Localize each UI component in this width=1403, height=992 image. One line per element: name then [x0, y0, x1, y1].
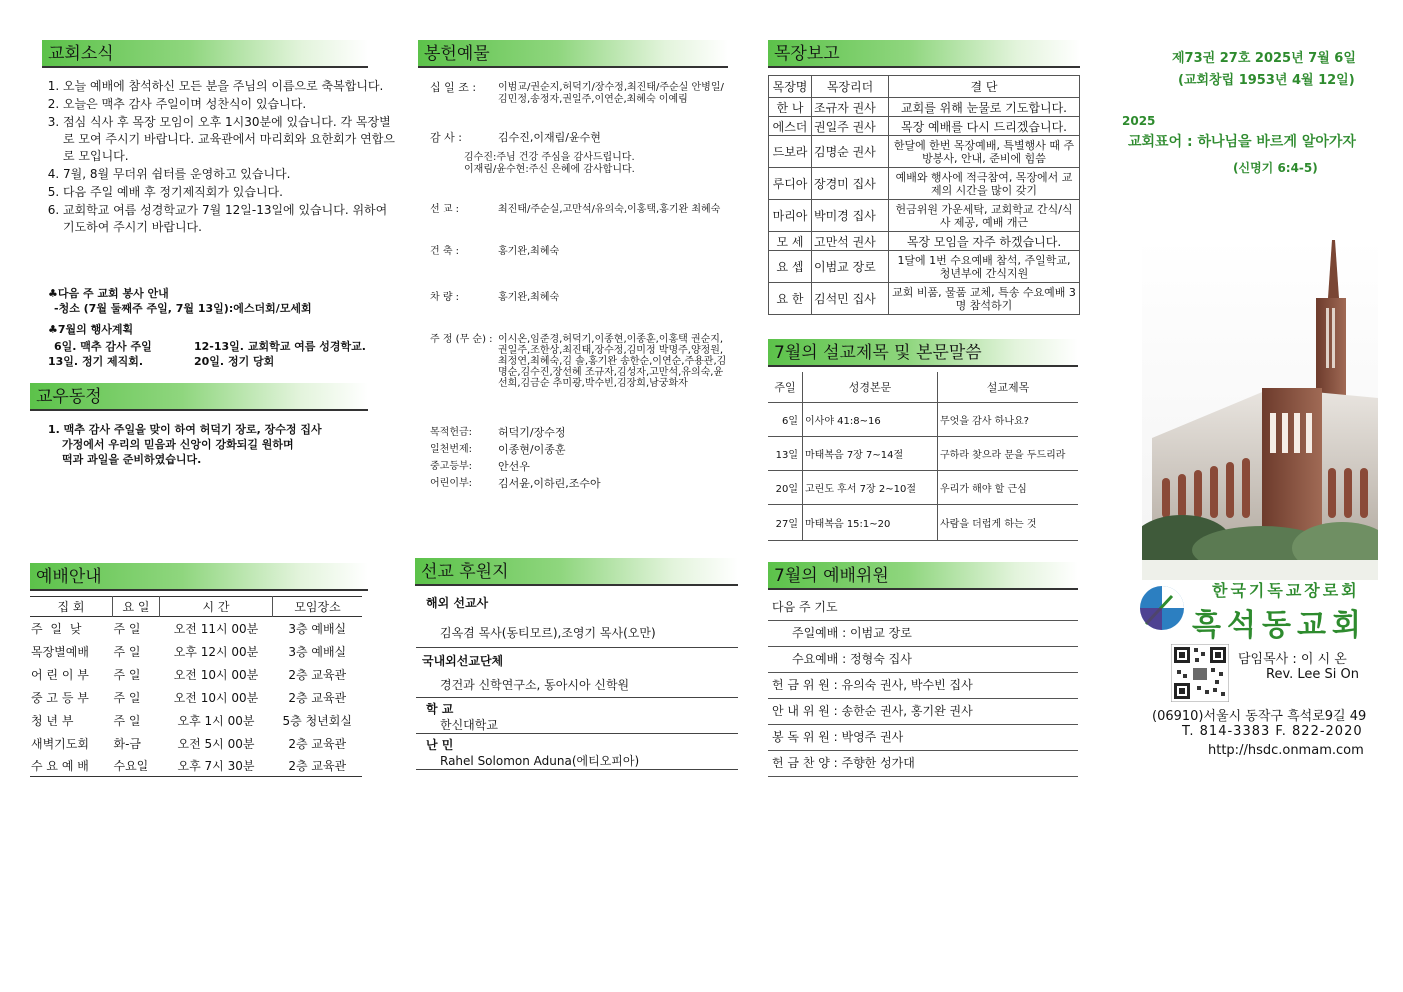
- offering-value: 홍기완,최혜숙: [498, 246, 560, 257]
- table-cell: 헌금위원 가운세탁, 교회학교 간식/식사 제공, 예배 개근: [889, 200, 1080, 232]
- table-cell: 조규자 권사: [812, 98, 889, 117]
- duty-row: 봉 독 위 원 : 박영주 권사: [768, 725, 1078, 751]
- table-row: [768, 402, 1078, 436]
- church-address: (06910)서울시 동작구 흑석로9길 49: [1152, 709, 1367, 724]
- support-heading: 학 교: [426, 702, 454, 716]
- table-cell: 오후 7시 30분: [177, 758, 255, 773]
- support-value: Rahel Solomon Aduna(에티오피아): [416, 752, 738, 770]
- duty-row: 헌 금 찬 양 : 주향한 성가대: [768, 751, 1078, 777]
- table-cell: 구하라 찾으라 문을 두드리라: [938, 436, 1079, 470]
- members-header: 교우동정: [30, 383, 368, 411]
- service-line: -청소 (7월 둘째주 주일, 7월 13일):에스더회/모세회: [54, 302, 312, 315]
- news-item: 1. 오늘 예배에 참석하신 모든 분을 주님의 이름으로 축복합니다.: [63, 78, 401, 95]
- table-cell: 화-금: [113, 736, 142, 751]
- offering-label: 감 사 :: [430, 131, 462, 144]
- duty-row: 다음 주 기도: [768, 595, 1078, 621]
- offering-value: 이범교/권순지,허덕기/장수정,최진태/주순실 안병일/김민정,송정자,권일주,이연순,최혜숙 이예림: [498, 82, 724, 105]
- col-header: 목장명: [769, 76, 812, 98]
- offering-value: 김서윤,이하린,조수아: [498, 477, 601, 490]
- table-row: [768, 504, 1078, 540]
- table-cell: 오전 10시 00분: [173, 690, 259, 705]
- church-building-image: [1142, 238, 1378, 580]
- table-cell: 마리아: [769, 200, 812, 232]
- offering-value: 이시온,임준경,허덕기,이종현,이종훈,이홍택 권순지,권일주,조한상,최진태,장수정,김미정 박명주,양정원,최정연,최혜숙,김 솔,홍기완 송한순,이연순,주용관,김명순,김수진,장선혜 조규자,김성자,고만석,유의숙,윤선희,김금순 추미광,박수빈,김장희,남궁화자: [498, 334, 727, 389]
- col-header: 목장리더: [812, 76, 889, 98]
- table-cell: 오전 11시 00분: [173, 621, 259, 636]
- table-row: [30, 663, 362, 686]
- col-header: 요 일: [113, 597, 160, 617]
- sermons-header: 7월의 설교제목 및 본문말씀: [768, 339, 1078, 367]
- table-cell: 어 린 이 부: [31, 667, 89, 682]
- table-cell: 주 일: [113, 667, 141, 682]
- table-cell: 요 셉: [769, 251, 812, 283]
- table-cell: 고린도 후서 7장 2~10절: [803, 470, 938, 504]
- worship-table: [30, 596, 362, 777]
- table-cell: 6일: [781, 415, 798, 427]
- offering-header: 봉헌예물: [418, 40, 728, 68]
- table-cell: 이범교 장로: [812, 251, 889, 283]
- offering-label: 차 량 :: [430, 292, 460, 303]
- table-cell: 예배와 행사에 적극참여, 목장에서 교제의 시간을 많이 갖기: [889, 168, 1080, 200]
- table-cell: 주 일: [113, 690, 141, 705]
- offering-label: 중고등부:: [430, 461, 473, 472]
- table-cell: 2층 교육관: [288, 736, 347, 751]
- founded-line: (교회창립 1953년 4월 12일): [1178, 73, 1355, 88]
- church-name: 흑석동교회: [1192, 608, 1367, 643]
- table-cell: 중 고 등 부: [31, 690, 89, 705]
- worship-header: 예배안내: [30, 563, 368, 591]
- duty-row: 안 내 위 원 : 송한순 권사, 홍기완 권사: [768, 699, 1078, 725]
- qr-code-icon: [1171, 644, 1229, 702]
- table-cell: 주 일: [113, 644, 141, 659]
- table-cell: 3층 예배실: [288, 644, 347, 659]
- motto-year: 2025: [1122, 114, 1156, 128]
- table-cell: 마태복음 7장 7~14절: [803, 436, 938, 470]
- col-header: 집 회: [57, 600, 85, 614]
- pastor-name: 담임목사 : 이 시 온: [1238, 652, 1347, 667]
- table-cell: 교회를 위해 눈물로 기도합니다.: [889, 98, 1080, 117]
- table-cell: 오후 1시 00분: [177, 713, 255, 728]
- event-item: 20일. 정기 당회: [194, 355, 275, 368]
- event-item: 6일. 맥추 감사 주일: [54, 340, 152, 353]
- table-row: [768, 470, 1078, 504]
- offering-value: 홍기완,최혜숙: [498, 292, 560, 303]
- offering-label: 주 정 (무 순) :: [430, 334, 493, 345]
- events-title: ♣7월의 행사계획: [48, 323, 134, 336]
- table-row: [769, 168, 1080, 200]
- table-row: [30, 755, 362, 777]
- table-cell: 청 년 부: [31, 713, 74, 728]
- support-value: 경건과 신학연구소, 동아시아 신학원: [416, 672, 738, 698]
- duty-header: 7월의 예배위원: [768, 562, 1078, 590]
- table-row: [30, 709, 362, 732]
- table-row: [30, 640, 362, 663]
- news-header: 교회소식: [42, 40, 368, 68]
- table-row: [769, 283, 1080, 315]
- table-cell: 13일: [775, 449, 798, 461]
- table-cell: 오후 12시 00분: [173, 644, 259, 659]
- pastor-name-en: Rev. Lee Si On: [1266, 667, 1360, 682]
- table-cell: 루디아: [769, 168, 812, 200]
- offering-label: 목적헌금:: [430, 427, 473, 438]
- col-header: 설교제목: [938, 372, 1079, 402]
- table-cell: 목장 모임을 자주 하겠습니다.: [889, 232, 1080, 251]
- col-header: 결 단: [889, 76, 1080, 98]
- table-cell: 목장 예배를 다시 드리겠습니다.: [889, 117, 1080, 136]
- offering-label: 선 교 :: [430, 204, 460, 215]
- event-item: 12-13일. 교회학교 여름 성경학교.: [194, 340, 366, 353]
- table-cell: 고만석 권사: [812, 232, 889, 251]
- table-cell: 오전 5시 00분: [177, 736, 255, 751]
- church-phone: T. 814-3383 F. 822-2020: [1182, 724, 1363, 739]
- offering-value: 허덕기/장수정: [498, 426, 566, 439]
- table-row: [769, 117, 1080, 136]
- news-list: [35, 78, 401, 237]
- table-cell: 수 요 예 배: [31, 758, 89, 773]
- table-cell: 20일: [775, 483, 798, 495]
- members-line: 1. 맥추 감사 주일을 맞이 하여 허덕기 장로, 장수정 집사: [48, 423, 322, 436]
- table-cell: 무엇을 감사 하나요?: [938, 402, 1079, 436]
- table-cell: 한달에 한번 목장예배, 특별행사 때 주방봉사, 안내, 준비에 힘씀: [889, 136, 1080, 168]
- church-website: http://hsdc.onmam.com: [1208, 743, 1364, 758]
- table-row: [769, 251, 1080, 283]
- denomination-name: 한국기독교장로회: [1212, 581, 1360, 600]
- offering-value: 최진태/주순실,고만석/유의숙,이홍택,홍기완 최혜숙: [498, 204, 721, 215]
- table-row: [768, 436, 1078, 470]
- table-cell: 주 일 낮: [31, 621, 84, 636]
- table-cell: 27일: [775, 518, 798, 530]
- members-line: 가정에서 우리의 믿음과 신앙이 강화되길 원하며: [62, 438, 294, 451]
- table-row: [30, 617, 362, 640]
- table-cell: 교회 비품, 물품 교체, 특송 수요예배 3명 참석하기: [889, 283, 1080, 315]
- offering-value: 안선우: [498, 460, 530, 473]
- table-cell: 요 한: [769, 283, 812, 315]
- table-cell: 2층 교육관: [288, 690, 347, 705]
- table-cell: 박미경 집사: [812, 200, 889, 232]
- duty-row: 주일예배 : 이범교 장로: [768, 621, 1078, 647]
- table-cell: 모 세: [769, 232, 812, 251]
- table-cell: 주 일: [113, 621, 141, 636]
- table-cell: 에스더: [769, 117, 812, 136]
- support-value: 한신대학교: [416, 716, 738, 734]
- table-row: [30, 732, 362, 755]
- table-cell: 한 나: [769, 98, 812, 117]
- support-header: 선교 후원지: [415, 558, 738, 586]
- event-item: 13일. 정기 제직회.: [48, 355, 144, 368]
- news-item: 5. 다음 주일 예배 후 정기제직회가 있습니다.: [63, 184, 401, 201]
- news-item: 6. 교회학교 여름 성경학교가 7월 12일-13일에 있습니다. 위하여 기도하여 주시기 바랍니다.: [63, 202, 401, 236]
- col-header: 주일: [774, 380, 796, 394]
- table-cell: 이사야 41:8~16: [803, 402, 938, 436]
- support-heading: 해외 선교사: [426, 596, 489, 610]
- church-motto: 교회표어 : 하나님을 바르게 알아가자: [1128, 134, 1356, 150]
- report-header: 목장보고: [768, 40, 1080, 68]
- church-logo-icon: [1138, 584, 1186, 632]
- members-line: 떡과 과일을 준비하였습니다.: [62, 453, 202, 466]
- duty-row: 헌 금 위 원 : 유의숙 권사, 박수빈 집사: [768, 673, 1078, 699]
- table-cell: 마태복음 15:1~20: [803, 504, 938, 540]
- issue-line: 제73권 27호 2025년 7월 6일: [1172, 51, 1356, 66]
- table-cell: 우리가 해야 할 근심: [938, 470, 1079, 504]
- offering-label: 십 일 조 :: [430, 81, 477, 94]
- duty-row: 수요예배 : 정형숙 집사: [768, 647, 1078, 673]
- news-item: 2. 오늘은 맥추 감사 주일이며 성찬식이 있습니다.: [63, 96, 401, 113]
- report-table: [768, 75, 1080, 315]
- offering-label: 건 축 :: [430, 246, 460, 257]
- table-cell: 사람을 더럽게 하는 것: [938, 504, 1079, 540]
- table-cell: 드보라: [769, 136, 812, 168]
- table-cell: 주 일: [113, 713, 141, 728]
- offering-value: 김수진,이재림/윤수현: [498, 131, 601, 144]
- table-cell: 새벽기도회: [31, 736, 89, 751]
- col-header: 모임장소: [273, 597, 363, 617]
- table-cell: 2층 교육관: [288, 758, 347, 773]
- table-row: [769, 136, 1080, 168]
- support-value: 김옥겸 목사(동티모르),조영기 목사(오만): [416, 614, 738, 648]
- table-cell: 김명순 권사: [812, 136, 889, 168]
- table-cell: 오전 10시 00분: [173, 667, 259, 682]
- table-cell: 수요일: [113, 758, 149, 773]
- table-cell: 1달에 1번 수요예배 참석, 주일학교, 청년부에 간식지원: [889, 251, 1080, 283]
- table-cell: 권일주 권사: [812, 117, 889, 136]
- support-heading: 국내외선교단체: [422, 654, 504, 668]
- col-header: 시 간: [160, 597, 273, 617]
- table-row: [30, 686, 362, 709]
- table-cell: 3층 예배실: [288, 621, 347, 636]
- col-header: 성경본문: [803, 372, 938, 402]
- table-cell: 목장별예배: [31, 644, 89, 659]
- offering-label: 일천번제:: [430, 444, 473, 455]
- table-row: [769, 232, 1080, 251]
- motto-verse: (신명기 6:4-5): [1233, 161, 1318, 175]
- offering-note: 김수진:주님 건강 주심을 감사드립니다.: [464, 152, 635, 163]
- table-cell: 5층 청년회실: [282, 713, 352, 728]
- table-cell: 2층 교육관: [288, 667, 347, 682]
- table-cell: 장경미 집사: [812, 168, 889, 200]
- offering-note: 이재림/윤수현:주신 은혜에 감사합니다.: [464, 164, 635, 175]
- news-item: 4. 7월, 8월 무더위 쉼터를 운영하고 있습니다.: [63, 166, 401, 183]
- offering-label: 어린이부:: [430, 478, 473, 489]
- duty-list: [768, 595, 1078, 777]
- news-item: 3. 점심 식사 후 목장 모임이 오후 1시30분에 있습니다. 각 목장별로 모여 주시기 바랍니다. 교육관에서 마리회와 요한회가 연합으로 모입니다.: [63, 114, 401, 165]
- sermons-table: [768, 372, 1078, 541]
- table-cell: 김석민 집사: [812, 283, 889, 315]
- service-title: ♣다음 주 교회 봉사 안내: [48, 287, 169, 300]
- offering-value: 이종현/이종훈: [498, 443, 566, 456]
- support-heading: 난 민: [426, 738, 454, 752]
- table-row: [769, 98, 1080, 117]
- table-row: [769, 200, 1080, 232]
